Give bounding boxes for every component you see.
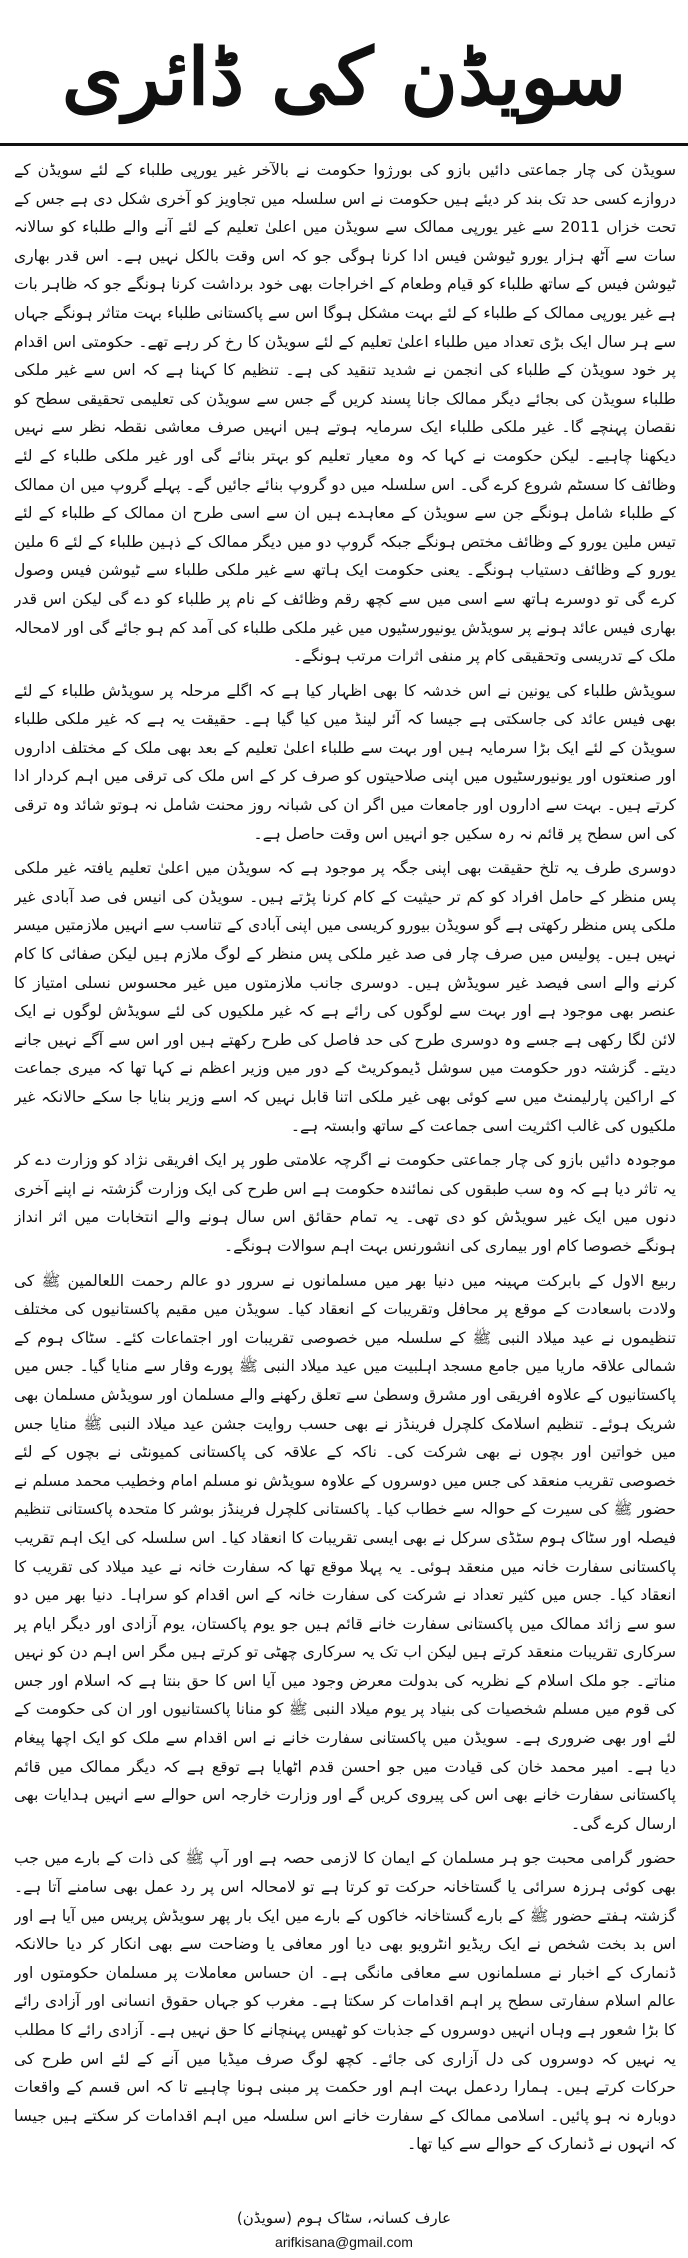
title-divider [0,143,688,146]
paragraph: موجودہ دائیں بازو کی چار جماعتی حکومت نے اگرچہ علامتی طور پر ایک افریقی نژاد کو وزارت دے کر یہ تاثر دیا ہے کہ وہ سب طبقوں کی نمائندہ حکومت ہے اس طرح کی ایک وزارت گزشتہ نے اپنے آخری دنوں میں ایک غیر سویڈش کو دی تھی۔ یہ تمام حقائق اس سال ہونے والے انتخابات میں اثر انداز ہونگے خصوصا کام اور بیماری کی انشورنس بہت اہم سوالات ہونگے۔ [14,1151,676,1255]
paragraph: سویڈن کی چار جماعتی دائیں بازو کی بورژوا حکومت نے بالآخر غیر یورپی طلباء کے لئے سویڈن کے دروازے کسی حد تک بند کر دیئے ہیں حکومت نے اس سلسلہ میں تجاویز کو آخری شکل دی ہے جس کے تحت خزاں 2011 سے غیر یورپی ممالک سے سویڈن میں اعلیٰ تعلیم کے لئے آنے والے طلباء کو سالانہ سات سے آٹھ ہزار یورو ٹیوشن فیس ادا کرنا ہوگی جو کہ اس وقت بالکل نہیں ہے۔ اس قدر بھاری ٹیوشن فیس کے ساتھ طلباء کو قیام وطعام کے اخراجات بھی خود برداشت کرنا ہونگے جو کہ ظاہر بات ہے غیر یورپی ممالک کے طلباء کے لئے بہت مشکل ہوگا اس سے پاکستانی طلباء بہت متاثر ہونگے جہاں سے ہر سال ایک بڑی تعداد میں طلباء اعلیٰ تعلیم کے لئے سویڈن کا رخ کر رہے تھے۔ حکومتی اس اقدام پر خود سویڈن کے طلباء کی انجمن نے شدید تنقید کی ہے۔ تنظیم کا کہنا ہے کہ اس سے غیر ملکی طلباء سویڈن کی بجائے دیگر ممالک جانا پسند کریں گے جس سے سویڈن کی تعلیمی تحقیقی سطح کو نقصان پہنچے گا۔ غیر ملکی طلباء ایک سرمایہ ہوتے ہیں انہیں صرف معاشی نقطہ نظر سے نہیں دیکھنا چاہیے۔ لیکن حکومت نے کہا کہ وہ معیار تعلیم کو بہتر بنائے گی اور غیر ملکی طلباء کے لئے وظائف کا سسٹم شروع کرے گی۔ اس سلسلہ میں دو گروپ بنائے جائیں گے۔ پہلے گروپ میں ان ممالک کے طلباء شامل ہونگے جن سے سویڈن کے معاہدے ہیں ان سے اسی طرح ان ممالک کے طلباء کے لئے تیس ملین یورو کے وظائف مختص ہونگے جبکہ گروپ دو میں دیگر ممالک کے ذہین طلباء کے لئے 6 ملین یورو کے وظائف دستیاب ہونگے۔ یعنی حکومت ایک ہاتھ سے غیر ملکی طلباء سے ٹیوشن فیس وصول کرے گی تو دوسرے ہاتھ سے اسی میں سے کچھ رقم وظائف کے نام پر طلباء کو دے گی لیکن اس قدر بھاری فیس عائد ہونے پر سویڈش یونیورسٹیوں میں غیر ملکی طلباء کی آمد کم ہو جائے گی اور لامحالہ ملک کے تدریسی وتحقیقی کام پر منفی اثرات مرتب ہونگے۔ [14,161,676,666]
paragraph: سویڈش طلباء کی یونین نے اس خدشہ کا بھی اظہار کیا ہے کہ اگلے مرحلہ پر سویڈش طلباء کے لئے بھی فیس عائد کی جاسکتی ہے جیسا کہ آئر لینڈ میں کیا گیا ہے۔ حقیقت یہ ہے کہ غیر ملکی طلباء سویڈن کے لئے ایک بڑا سرمایہ ہیں اور بہت سے طلباء اعلیٰ تعلیم کے بعد بھی ملک کے مختلف اداروں اور صنعتوں اور یونیورسٹیوں میں اپنی صلاحیتوں کو صرف کر کے اس ملک کی ترقی میں اہم کردار ادا کرتے ہیں۔ بہت سے اداروں اور جامعات میں اگر ان کی شبانہ روز محنت شامل نہ ہوتو شائد وہ ترقی کی اس سطح پر قائم نہ رہ سکیں جو انہیں اس وقت حاصل ہے۔ [14,681,676,843]
author-email: arifkisana@gmail.com [275,2234,413,2250]
column-title: سویڈن کی ڈائری [61,32,627,123]
paragraph: ربیع الاول کے بابرکت مہینہ میں دنیا بھر میں مسلمانوں نے سرور دو عالم رحمت اللعالمین ﷺ کی ولادت باسعادت کے موقع پر محافل وتقریبات کے انعقاد کیا۔ سویڈن میں مقیم پاکستانیوں کی مختلف تنظیموں نے عید میلاد النبی ﷺ کے سلسلہ میں خصوصی تقریبات اور اجتماعات کئے۔ سٹاک ہوم کے شمالی علاقہ ماریا میں جامع مسجد اہلبیت میں عید میلاد النبی ﷺ پورے وقار سے منایا گیا۔ جس میں پاکستانیوں کے علاوہ افریقی اور مشرق وسطیٰ سے تعلق رکھنے والے مسلمان اور سویڈش مسلمان بھی شریک ہوئے۔ تنظیم اسلامک کلچرل فرینڈز نے بھی حسب روایت جشن عید میلاد النبی ﷺ منایا جس میں خواتین اور بچوں نے بھی شرکت کی۔ ناکہ کے علاقہ کی پاکستانی کمیونٹی نے بچوں کے لئے خصوصی تقریب منعقد کی جس میں دوسروں کے علاوہ سویڈش نو مسلم امام وخطیب محمد مسلم نے حضور ﷺ کی سیرت کے حوالہ سے خطاب کیا۔ پاکستانی کلچرل فرینڈز بوشر کا متحدہ پاکستانی تنظیم فیصلہ اور سٹاک ہوم سٹڈی سرکل نے بھی ایسی تقریبات کا انعقاد کیا۔ اس سلسلہ کی ایک اہم تقریب پاکستانی سفارت خانہ میں منعقد ہوئی۔ یہ پہلا موقع تھا کہ سفارت خانہ نے عید میلاد کی تقریب کا انعقاد کیا۔ جس میں کثیر تعداد نے شرکت کی سفارت خانہ کے اس اقدام کو سراہا۔ دنیا بھر میں دو سو سے زائد ممالک میں پاکستانی سفارت خانے قائم ہیں جو یوم پاکستان، یوم آزادی اور دیگر ایام پر سرکاری تقریبات منعقد کرتے ہیں لیکن اب تک یہ سرکاری چھٹی تو کرتے ہیں مگر اس اہم دن کو نہیں مناتے۔ جو ملک اسلام کے نظریہ کی بدولت معرض وجود میں آیا اس کا حق بنتا ہے کہ اسلام اور جس کی قوم میں مسلم شخصیات کی بنیاد پر یوم میلاد النبی ﷺ کو منانا پاکستانیوں اور ان کی حکومت کے لئے اور بھی ضروری ہے۔ سویڈن میں پاکستانی سفارت خانے نے اس اقدام سے ملک کو ایک اچھا پیغام دیا ہے۔ امیر محمد خان کی قیادت میں جو احسن قدم اٹھایا ہے توقع ہے کہ دیگر ممالک میں قائم پاکستانی سفارت خانے بھی اس کی پیروی کریں گے اور وزارت خارجہ اس حوالے سے انہیں ہدایات بھی ارسال کرے گی۔ [14,1271,676,1833]
paragraph: حضور گرامی محبت جو ہر مسلمان کے ایمان کا لازمی حصہ ہے اور آپ ﷺ کی ذات کے بارے میں جب بھی کوئی ہرزہ سرائی یا گستاخانہ حرکت تو کرتا ہے تو لامحالہ اس پر رد عمل بھی سامنے آتا ہے۔ گزشتہ ہفتے حضور ﷺ کے بارے گستاخانہ خاکوں کے بارے میں ایک بار پھر سویڈش پریس میں آیا ہے اور اس بد بخت شخص نے ایک ریڈیو انٹرویو بھی دیا اور معافی یا وضاحت سے بھی انکار کر دیا حالانکہ ڈنمارک کے اخبار نے مسلمانوں سے معافی مانگی ہے۔ ان حساس معاملات پر مسلمان حکومتوں اور عالم اسلام سفارتی سطح پر اہم اقدامات کر سکتا ہے۔ مغرب کو جہاں حقوق انسانی اور آزادی رائے کا بڑا شعور ہے وہاں انہیں دوسروں کے جذبات کو ٹھیس پہنچانے کا حق نہیں ہے۔ آزادی رائے کا مطلب یہ نہیں کہ دوسروں کی دل آزاری کی جائے۔ کچھ لوگ صرف میڈیا میں آنے کے لئے اس طرح کی حرکات کرتے ہیں۔ ہمارا ردعمل بہت اہم اور حکمت پر مبنی ہونا چاہیے تا کہ اس قسم کے واقعات دوبارہ نہ ہو پائیں۔ اسلامی ممالک کے سفارت خانے اس سلسلہ میں اہم اقدامات کر سکتے ہیں جیسا کہ انہوں نے ڈنمارک کے حوالے سے کیا تھا۔ [14,1849,676,2154]
author-signature: عارف کسانہ، سٹاک ہوم (سویڈن) [236,2209,452,2227]
paragraph: دوسری طرف یہ تلخ حقیقت بھی اپنی جگہ پر موجود ہے کہ سویڈن میں اعلیٰ تعلیم یافتہ غیر ملکی پس منظر کے حامل افراد کو کم تر حیثیت کے کام کرنا پڑتے ہیں۔ سویڈن کی انیس فی صد آبادی غیر ملکی پس منظر رکھتی ہے گو سویڈن بیورو کریسی میں اپنی آبادی کے تناسب سے انہیں ملازمتیں میسر نہیں ہیں۔ پولیس میں صرف چار فی صد غیر ملکی پس منظر کے لوگ ملازم ہیں لیکن صفائی کا کام کرنے والے اسی فیصد غیر سویڈش ہیں۔ دوسری جانب ملازمتوں میں غیر محسوس نسلی امتیاز کا عنصر بھی موجود ہے اور بہت سے لوگوں کی رائے ہے کہ غیر ملکیوں کی لئے سویڈش لوگوں نے ایک لائن لگا رکھی ہے جسے وہ دوسری طرح کی حد فاصل کی طرح رکھتے ہیں اور اس سے آگے نہیں جانے دیتے۔ گزشتہ دور حکومت میں سوشل ڈیموکریٹ کے دور میں وزیر اعظم نے کہا تھا کہ میری جماعت کے اراکین پارلیمنٹ میں سے کوئی بھی غیر ملکی اتنا قابل نہیں کہ اسے وزیر بنایا جا سکے حالانکہ غیر ملکیوں کی غالب اکثریت اسی جماعت کے ساتھ وابستہ ہے۔ [14,859,676,1135]
article-body [14,156,676,2176]
